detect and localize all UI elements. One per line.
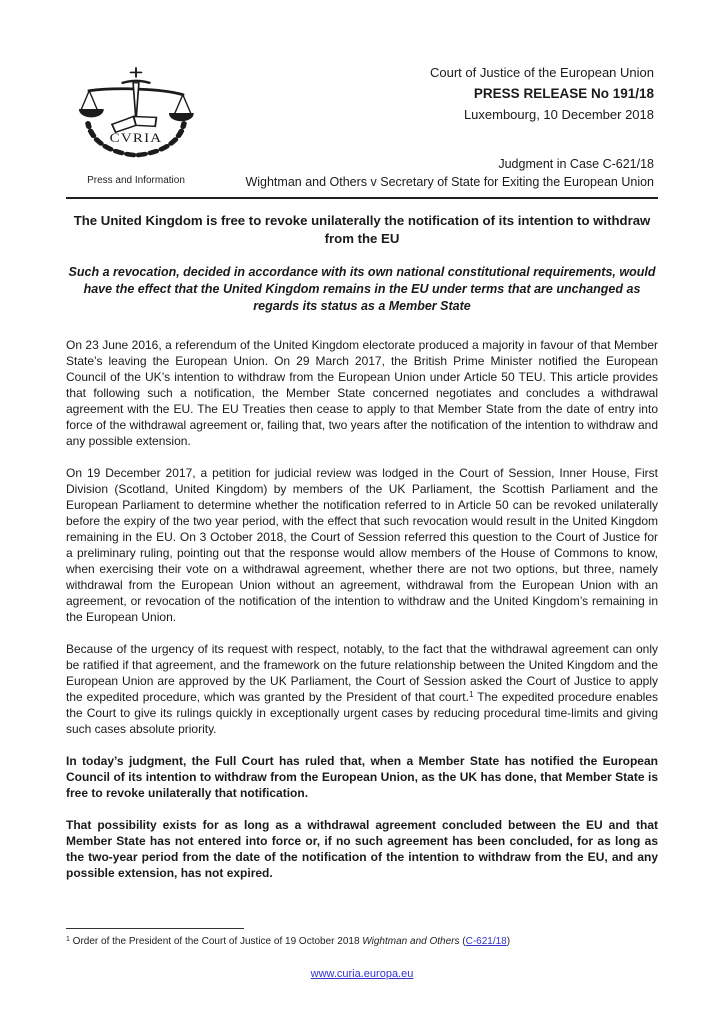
header-divider xyxy=(66,197,658,199)
case-reference-block xyxy=(245,155,654,191)
paragraph-3-text: Because of the urgency of its request with respect, notably, to the fact that the withdrawal agreement can only be ratified if that agreement, and the framework on the future relationship between the United Kingdom and the European Union are approved by the UK Parliament, the Court of Session asked the Court of Justice to apply the expedited procedure, which was granted by the President of that court. xyxy=(66,642,658,704)
footnote-text: $^1$ Order of the President of the Court of Justice of 19 October 2018 Wightman and Others (C-621/18) xyxy=(66,936,511,947)
footnote-separator xyxy=(66,928,244,929)
curia-website-link[interactable]: www.curia.europa.eu xyxy=(310,968,414,980)
logo-caption: Press and Information xyxy=(87,175,185,186)
document-body xyxy=(66,212,658,881)
logo-block xyxy=(71,64,201,186)
body-paragraph-5-ruling: That possibility exists for as long as a withdrawal agreement concluded between the EU and that Member State has not entered into force or, if no such agreement has been concluded, for as long as the two-year period from the date of the notification of the intention to withdraw from the EU, and any possible extension, has not expired. xyxy=(66,818,658,880)
body-paragraph-4-ruling: In today’s judgment, the Full Court has ruled that, when a Member State has notified the European Council of its intention to withdraw from the European Union, as the UK has done, that Member State is free to revoke unilaterally that notification. xyxy=(66,754,658,800)
website-line xyxy=(0,968,724,980)
footnote-marker: 1 xyxy=(66,936,70,943)
footnote-block xyxy=(66,928,658,949)
cvria-scales-logo xyxy=(76,64,196,159)
paragraph-3-text-after: The expedited procedure enables the Court to give its rulings quickly in exceptionally urgent cases by reducing procedural time-limits and giving such cases absolute priority. xyxy=(66,690,658,736)
press-release-number: PRESS RELEASE No 191/18 xyxy=(473,86,654,101)
institution-line: Court of Justice of the European Union xyxy=(429,65,654,80)
press-release-subtitle: Such a revocation, decided in accordance with its own national constitutional requirements, would have the effect that the United Kingdom remains in the EU under terms that are unchanged as regards its status as a Member State xyxy=(68,265,656,313)
logo-cvria-text: CVRIA xyxy=(109,131,163,145)
masthead xyxy=(430,62,654,125)
footnote-case-name: Wightman and Others xyxy=(362,936,460,947)
dateline: Luxembourg, 10 December 2018 xyxy=(463,107,654,122)
body-paragraph-2: On 19 December 2017, a petition for judicial review was lodged in the Court of Session, Inner House, First Division (Scotland, United Kingdom) by members of the UK Parliament, the Scottish Parliament and the European Parliament to determine whether the notification referred to in Article 50 can be revoked unilaterally before the expiry of the two year period, with the effect that such revocation would result in the United Kingdom remaining in the EU. On 3 October 2018, the Court of Session referred this question to the Court of Justice for a preliminary ruling, pointing out that the response would allow members of the House of Commons to know, when exercising their vote on a withdrawal agreement, whether there are not two options, but three, namely withdrawal from the European Union without an agreement, withdrawal from the European Union with an agreement, or revocation of the notification of the intention to withdraw and the United Kingdom’s remaining in the European Union. xyxy=(66,466,658,624)
case-number-link[interactable]: C-621/18 xyxy=(465,936,507,947)
footnote-reference-mark: 1 xyxy=(468,690,474,699)
case-parties-line: Wightman and Others v Secretary of State for Exiting the European Union xyxy=(245,175,654,189)
press-release-title: The United Kingdom is free to revoke unilaterally the notification of its intention to withdraw from the EU xyxy=(73,213,651,246)
body-paragraph-3 xyxy=(66,641,658,737)
body-paragraph-1: On 23 June 2016, a referendum of the United Kingdom electorate produced a majority in favour of that Member State’s leaving the European Union. On 29 March 2017, the British Prime Minister notified the European Council of the UK’s intention to withdraw from the European Union under Article 50 TEU. This article provides that following such a notification, the Member State concerned negotiates and concludes a withdrawal agreement with the EU. The EU Treaties then cease to apply to that Member State from the date of entry into force of the withdrawal agreement or, failing that, two years after the notification of the intention to withdraw and any possible extension. xyxy=(66,338,658,448)
case-judgment-line: Judgment in Case C-621/18 xyxy=(498,157,654,171)
